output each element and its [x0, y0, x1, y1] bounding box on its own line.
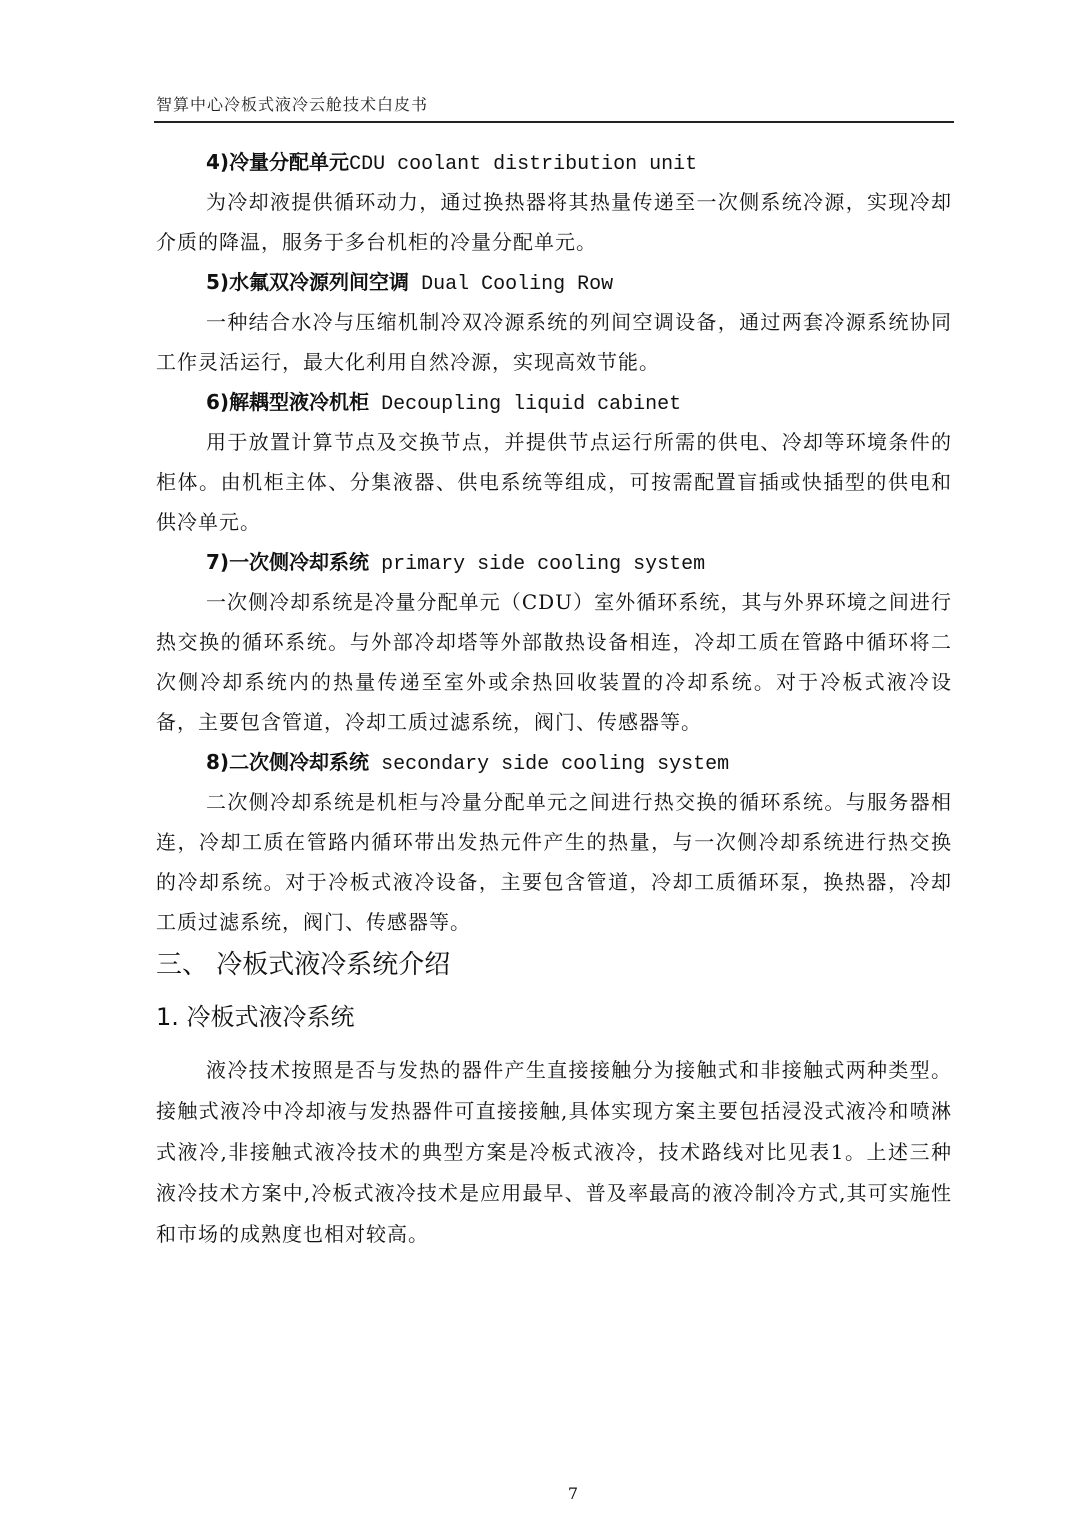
header-rule	[154, 121, 954, 123]
term-cn: 二次侧冷却系统	[229, 750, 370, 774]
term-body-4: 为冷却液提供循环动力，通过换热器将其热量传递至一次侧系统冷源，实现冷却介质的降温，服务于多台机柜的冷量分配单元。	[156, 190, 952, 254]
term-en: secondary side cooling system	[369, 753, 730, 776]
term-cn: 水氟双冷源列间空调	[229, 270, 410, 294]
term-title-5	[206, 268, 613, 299]
page-header: 智算中心冷板式液冷云舱技术白皮书	[156, 95, 429, 114]
term-cn: 冷量分配单元	[229, 150, 350, 174]
term-body-5: 一种结合水冷与压缩机制冷双冷源系统的列间空调设备，通过两套冷源系统协同工作灵活运行，最大化利用自然冷源，实现高效节能。	[156, 310, 952, 374]
term-cn: 解耦型液冷机柜	[229, 390, 370, 414]
term-en: Dual Cooling Row	[409, 273, 614, 296]
section-body: 液冷技术按照是否与发热的器件产生直接接触分为接触式和非接触式两种类型。接触式液冷中冷却液与发热器件可直接接触,具体实现方案主要包括浸没式液冷和喷淋式液冷,非接触式液冷技术的典型方案是冷板式液冷，技术路线对比见表1。上述三种液冷技术方案中,冷板式液冷技术是应用最早、普及率最高的液冷制冷方式,其可实施性和市场的成熟度也相对较高。	[156, 1058, 952, 1246]
term-number: 4)	[206, 150, 230, 174]
term-title-4	[206, 148, 697, 179]
page-number: 7	[567, 1484, 579, 1503]
term-en: primary side cooling system	[369, 553, 706, 576]
term-en: CDU coolant distribution unit	[349, 153, 698, 176]
term-number: 8)	[206, 750, 230, 774]
term-body-8: 二次侧冷却系统是机柜与冷量分配单元之间进行热交换的循环系统。与服务器相连，冷却工质在管路内循环带出发热元件产生的热量，与一次侧冷却系统进行热交换的冷却系统。对于冷板式液冷设备，主要包含管道，冷却工质循环泵，换热器，冷却工质过滤系统，阀门、传感器等。	[156, 790, 952, 934]
term-body-7: 一次侧冷却系统是冷量分配单元（CDU）室外循环系统，其与外界环境之间进行热交换的循环系统。与外部冷却塔等外部散热设备相连，冷却工质在管路中循环将二次侧冷却系统内的热量传递至室外或余热回收装置的冷却系统。对于冷板式液冷设备，主要包含管道，冷却工质过滤系统，阀门、传感器等。	[156, 590, 952, 734]
term-number: 7)	[206, 550, 230, 574]
term-title-8	[206, 748, 729, 779]
section-heading: 三、 冷板式液冷系统介绍	[156, 950, 451, 980]
term-title-7	[206, 548, 705, 579]
term-cn: 一次侧冷却系统	[229, 550, 370, 574]
term-en: Decoupling liquid cabinet	[369, 393, 682, 416]
term-number: 6)	[206, 390, 230, 414]
subsection-heading: 1. 冷板式液冷系统	[156, 1003, 355, 1031]
term-body-6: 用于放置计算节点及交换节点，并提供节点运行所需的供电、冷却等环境条件的柜体。由机柜主体、分集液器、供电系统等组成，可按需配置盲插或快插型的供电和供冷单元。	[156, 430, 952, 534]
term-title-6	[206, 388, 681, 419]
term-number: 5)	[206, 270, 230, 294]
